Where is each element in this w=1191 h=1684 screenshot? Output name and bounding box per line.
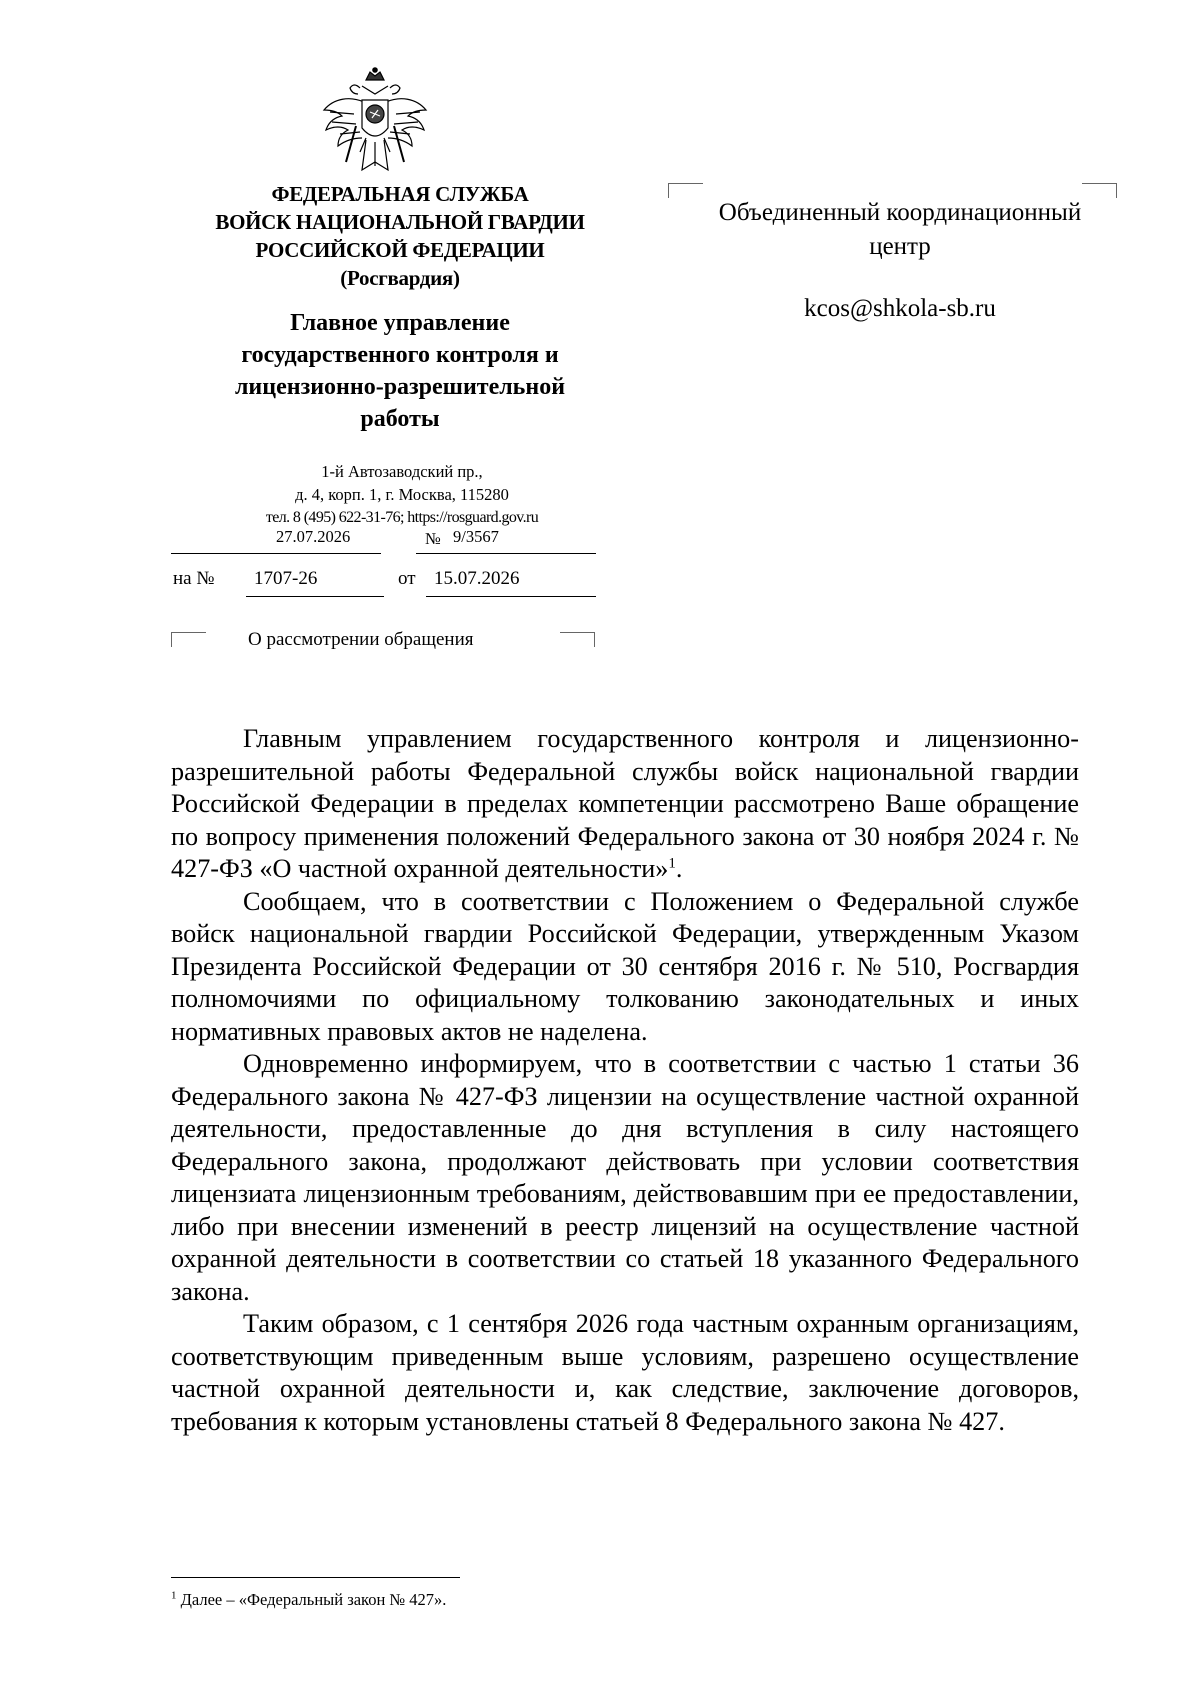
reg-number-label: №: [425, 529, 441, 548]
reg-date-underline: [171, 553, 381, 554]
ref-from-label: от: [398, 568, 416, 589]
dept-line2: государственного контроля и: [241, 342, 559, 368]
ref-number: 1707-26: [254, 568, 318, 589]
letter-body: [171, 723, 1079, 1438]
addressee: [670, 196, 1130, 264]
ref-number-label: на №: [173, 568, 215, 589]
dept-line1: Главное управление: [290, 310, 510, 336]
org-short-name: (Росгвардия): [340, 266, 460, 290]
org-name-line1: ФЕДЕРАЛЬНАЯ СЛУЖБА: [271, 182, 529, 206]
letter-subject: О рассмотрении обращения: [248, 629, 474, 650]
ref-number-underline: [246, 596, 384, 597]
footnote: [171, 1590, 446, 1610]
footnote-marker: 1: [171, 1589, 177, 1602]
body-paragraph-1-text: Главным управлением государственного контроля и лицензионно-разрешительной работы Федеральной службы войск национальной гвардии Российской Федерации в пределах компетенции рассмотрено Ваше обращение по вопросу применения положений Федерального закона от 30 ноября 2024 г. № 427-ФЗ «О частной охранной деятельности»: [171, 724, 1079, 883]
subject-bracket-right: [560, 632, 595, 647]
org-header: [150, 180, 650, 292]
addressee-line1: Объединенный координационный: [718, 199, 1082, 226]
ref-date: 15.07.2026: [434, 568, 520, 589]
dept-line3: лицензионно-разрешительной: [234, 374, 566, 400]
body-paragraph-4: Таким образом, с 1 сентября 2026 года частным охранным организациям, соответствующим приведенным выше условиям, разрешено осуществление частной охранной деятельности и, как следствие, заключение договоров, требования к которым установлены статьей 8 Федерального закона № 427.: [171, 1309, 1079, 1436]
subject-bracket-left: [171, 632, 206, 647]
department-header: [150, 307, 650, 435]
sender-address: [170, 460, 634, 529]
addressee-email: kcos@shkola-sb.ru: [804, 295, 996, 322]
footnote-text: Далее – «Федеральный закон № 427».: [180, 1590, 447, 1609]
footnote-ref: 1: [668, 855, 676, 872]
body-paragraph-1-end: .: [675, 854, 683, 883]
body-paragraph-2: Сообщаем, что в соответствии с Положением о Федеральной службе войск национальной гвардии Российской Федерации, утвержденным Указом Президента Российской Федерации от 30 сентября 2016 г. № 510, Росгвардия полномочиями по официальному толкованию законодательных и иных нормативных правовых актов не наделена.: [171, 886, 1079, 1046]
reg-date: 27.07.2026: [276, 527, 351, 546]
org-name-line3: РОССИЙСКОЙ ФЕДЕРАЦИИ: [255, 238, 545, 262]
contacts-line: тел. 8 (495) 622-31-76; https://rosguard.gov.ru: [265, 509, 539, 526]
address-line2: д. 4, корп. 1, г. Москва, 115280: [295, 485, 509, 504]
rosgvardia-emblem-icon: [320, 66, 430, 178]
body-paragraph-1: [171, 723, 1079, 886]
address-line1: 1-й Автозаводский пр.,: [321, 462, 483, 481]
ref-date-underline: [426, 596, 596, 597]
body-paragraph-3: Одновременно информируем, что в соответствии с частью 1 статьи 36 Федерального закона № 427-ФЗ лицензии на осуществление частной охранной деятельности, предоставленные до дня вступления в силу настоящего Федерального закона, продолжают действовать при условии соответствия лицензиата лицензионным требованиям, действовавшим при ее предоставлении, либо при внесении изменений в реестр лицензий на осуществление частной охранной деятельности в соответствии со статьей 18 указанного Федерального закона.: [171, 1049, 1079, 1306]
reg-number: 9/3567: [453, 527, 499, 546]
reg-number-underline: [416, 553, 596, 554]
org-name-line2: ВОЙСК НАЦИОНАЛЬНОЙ ГВАРДИИ: [215, 210, 585, 234]
footnote-separator: [171, 1577, 460, 1578]
addressee-line2: центр: [869, 233, 931, 260]
dept-line4: работы: [360, 406, 440, 432]
